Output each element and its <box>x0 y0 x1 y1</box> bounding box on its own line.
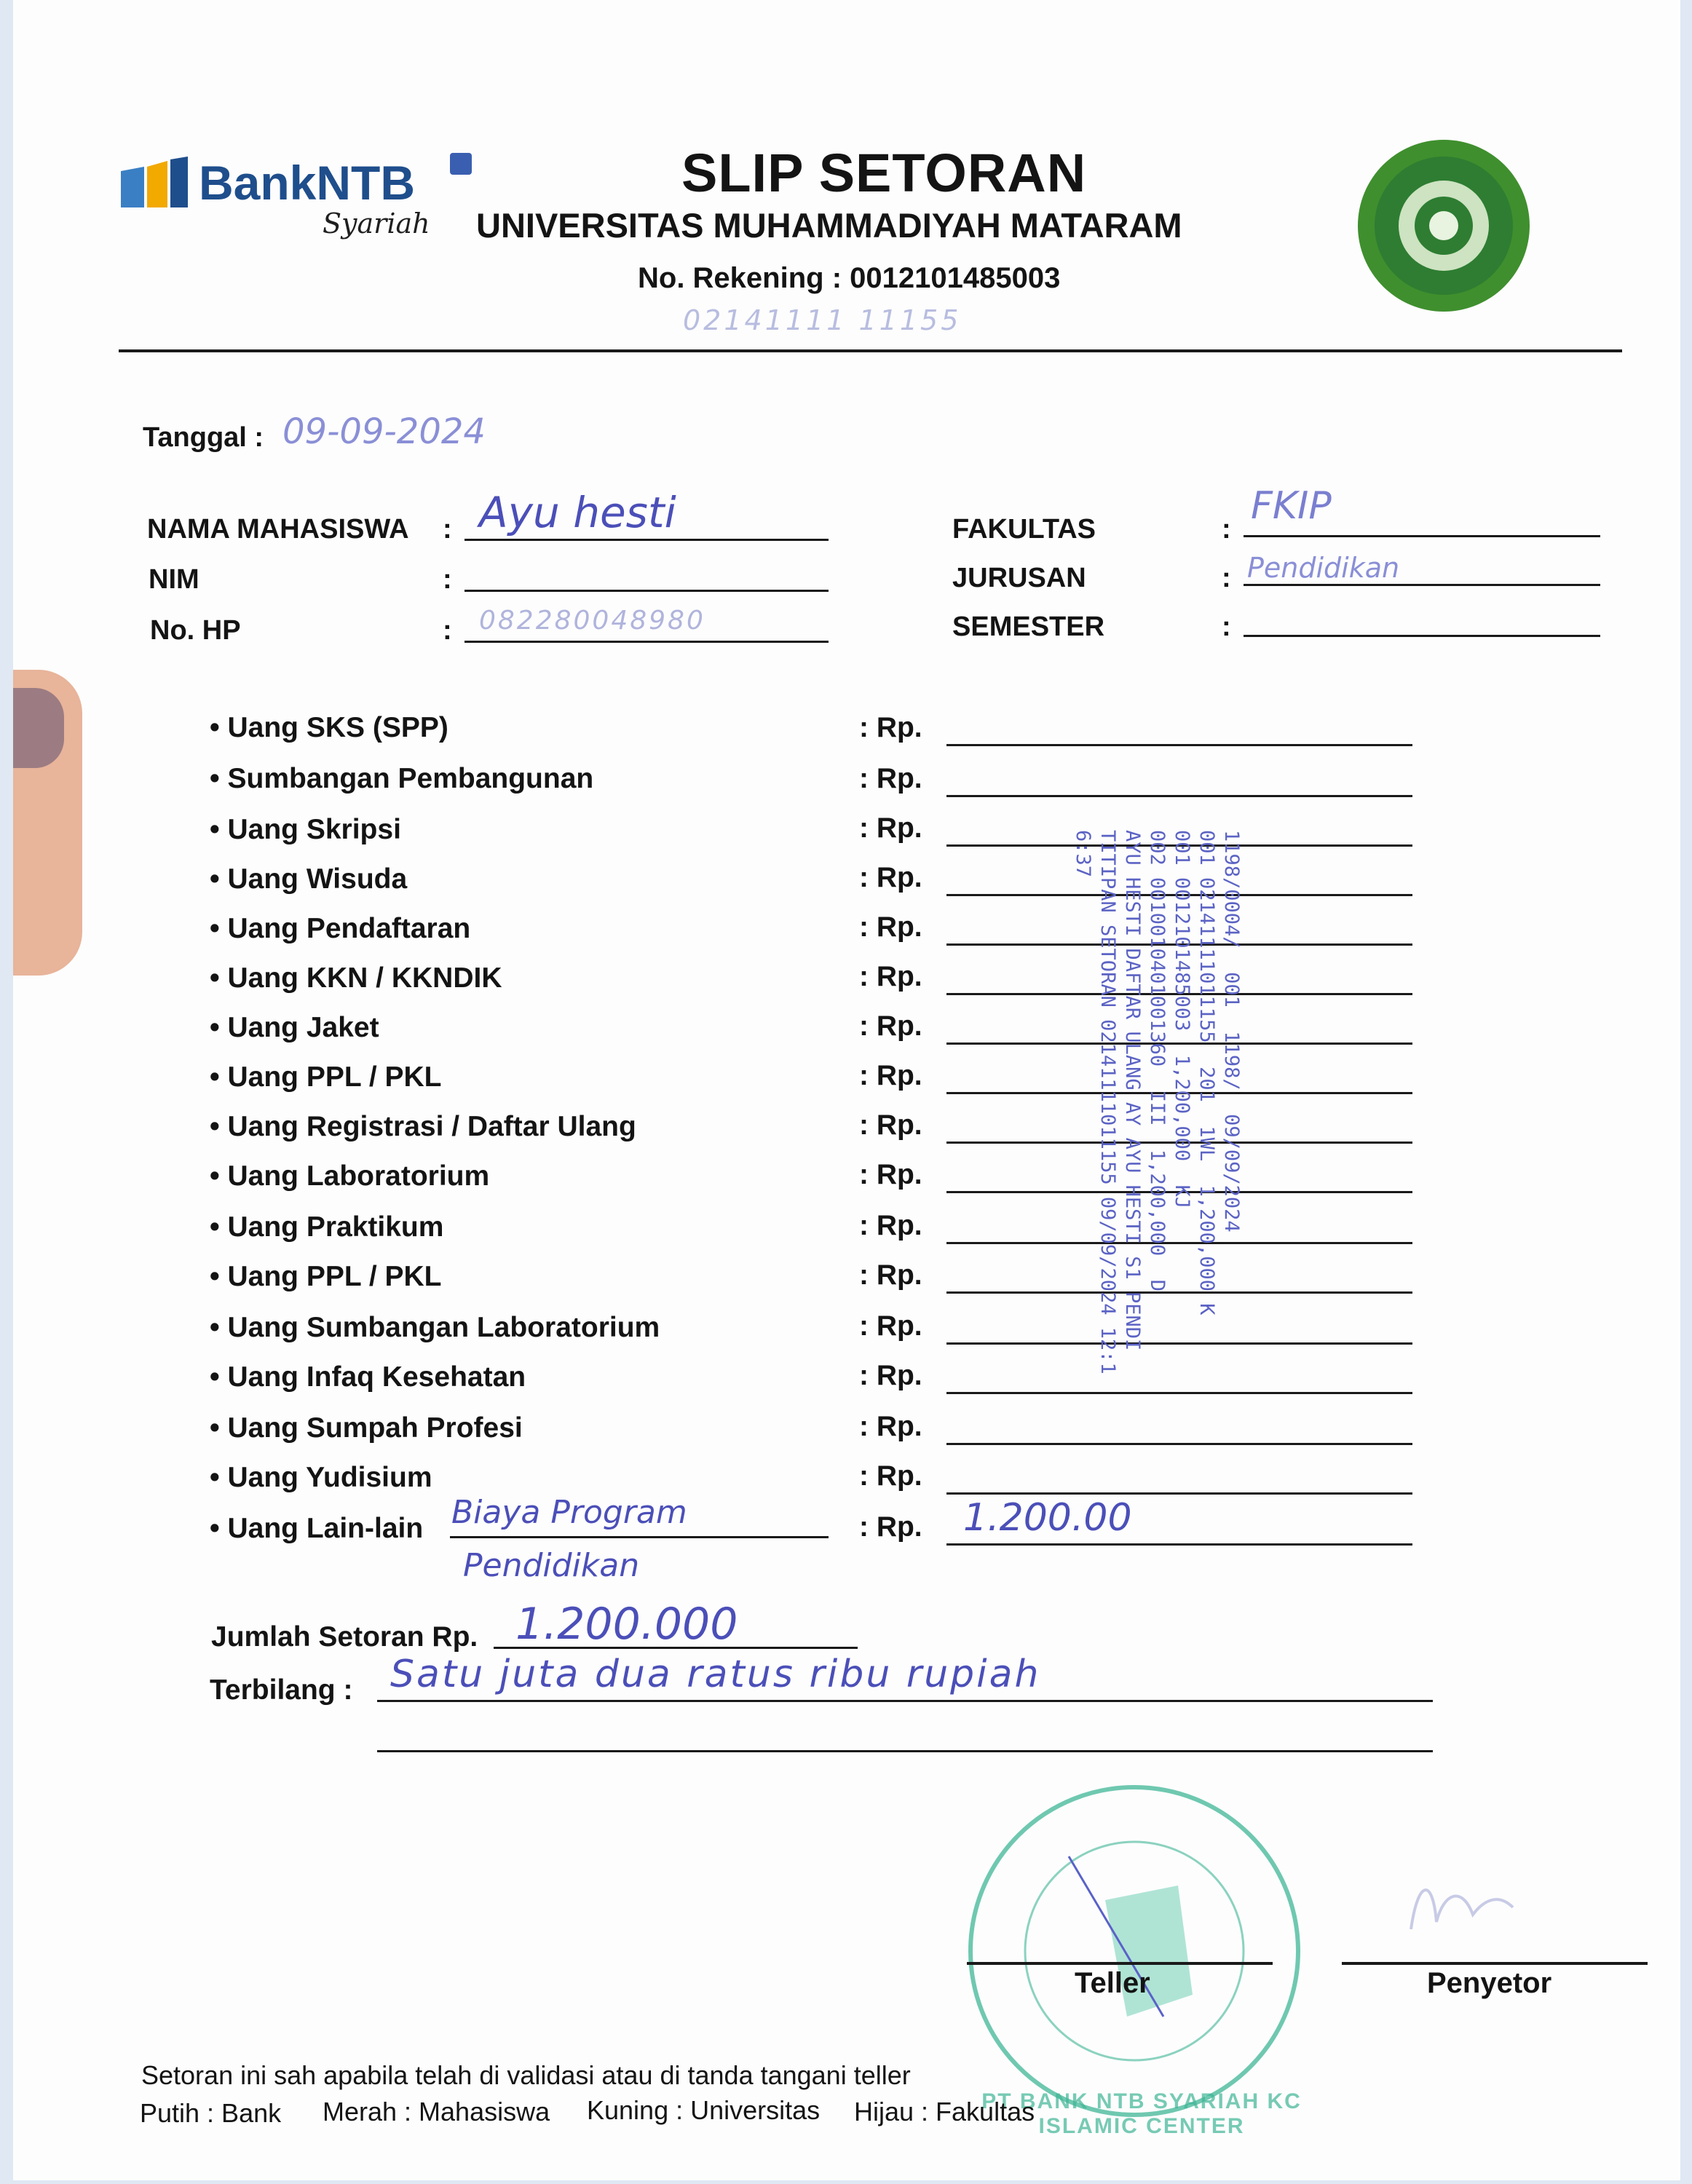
list-item: • Uang SKS (SPP) <box>210 712 448 743</box>
rp-label: : Rp. <box>859 1310 922 1342</box>
account-label: No. Rekening <box>638 262 824 294</box>
print-line: AYU HESTI DAFTAR ULANG AY AYU HESTI S1 PENDI <box>1121 830 1144 1351</box>
item-label: Uang Infaq Kesehatan <box>227 1361 526 1393</box>
list-item: • Uang Yudisium <box>210 1462 432 1493</box>
rp-label: : Rp. <box>859 1210 922 1241</box>
item-label: Uang Lain-lain <box>227 1513 424 1544</box>
rp-label: : Rp. <box>859 1360 922 1391</box>
item-label: Uang Laboratorium <box>227 1160 490 1192</box>
semester-label: SEMESTER <box>952 612 1105 642</box>
print-line: 6:37 <box>1072 830 1094 878</box>
nama-value[interactable]: Ayu hesti <box>479 488 676 537</box>
list-item: • Sumbangan Pembangunan <box>210 763 594 794</box>
rp-label: : Rp. <box>859 1159 922 1190</box>
rp-label: : Rp. <box>859 1511 922 1543</box>
deposit-slip <box>13 0 1680 2180</box>
nama-colon: : <box>443 514 452 545</box>
lain-note-line <box>450 1536 829 1538</box>
nama-label: NAMA MAHASISWA <box>147 514 409 545</box>
stamp-text: PT BANK NTB SYARIAH KC ISLAMIC CENTER <box>981 2089 1302 2138</box>
tanggal-value[interactable]: 09-09-2024 <box>282 411 486 452</box>
terbilang-line-1 <box>377 1700 1433 1702</box>
item-label: Uang Sumbangan Laboratorium <box>227 1312 660 1343</box>
fingernail <box>13 688 64 768</box>
hp-label: No. HP <box>150 615 241 646</box>
footer-note: Setoran ini sah apabila telah di validasi atau di tanda tangani teller <box>141 2060 911 2090</box>
list-item: • Uang Wisuda <box>210 863 408 895</box>
hp-colon: : <box>443 615 452 646</box>
rp-label: : Rp. <box>859 763 922 794</box>
lain-note-1[interactable]: Biaya Program <box>451 1494 687 1531</box>
penyetor-signature <box>1404 1864 1520 1951</box>
list-item: • Uang Registrasi / Daftar Ulang <box>210 1111 636 1142</box>
item-label: Uang Praktikum <box>227 1211 444 1243</box>
amount-line[interactable] <box>946 1492 1412 1495</box>
nim-label: NIM <box>149 564 199 595</box>
fakultas-line <box>1244 535 1600 537</box>
print-line: 002 0010010401001360 III 1,200,000 D <box>1146 830 1169 1291</box>
list-item: • Uang Pendaftaran <box>210 913 471 944</box>
header-rule <box>119 349 1622 352</box>
item-label: Uang Skripsi <box>227 814 401 845</box>
validation-print <box>1070 830 1244 1374</box>
list-item: • Uang Laboratorium <box>210 1160 490 1192</box>
hp-line <box>464 641 829 643</box>
semester-input-line[interactable] <box>1244 635 1600 637</box>
list-item: • Uang PPL / PKL <box>210 1061 442 1093</box>
rp-label: : Rp. <box>859 812 922 844</box>
rp-label: : Rp. <box>859 911 922 943</box>
handwritten-account: 02141111 11155 <box>683 304 962 336</box>
tanggal-label: Tanggal : <box>143 422 264 453</box>
rp-label: : Rp. <box>859 961 922 992</box>
print-line: TITIPAN SETORAN 02141111011155 09/09/2024 12:1 <box>1096 830 1119 1374</box>
list-item: • Uang Praktikum <box>210 1211 444 1243</box>
amount-line[interactable] <box>946 744 1412 746</box>
jurusan-label: JURUSAN <box>952 563 1086 593</box>
list-item: • Uang Skripsi <box>210 814 401 845</box>
list-item: • Uang Jaket <box>210 1012 379 1043</box>
amount-line[interactable] <box>946 1543 1412 1546</box>
total-value[interactable]: 1.200.000 <box>515 1599 738 1650</box>
total-label: Jumlah Setoran Rp. <box>211 1621 478 1653</box>
terbilang-line-2 <box>377 1750 1433 1752</box>
item-label: Uang KKN / KKNDIK <box>227 962 502 994</box>
rp-label: : Rp. <box>859 1109 922 1141</box>
penyetor-label: Penyetor <box>1427 1967 1552 1999</box>
terbilang-value[interactable]: Satu juta dua ratus ribu rupiah <box>390 1653 1041 1696</box>
lain-note-2[interactable]: Pendidikan <box>463 1547 640 1584</box>
footer-merah: Merah : Mahasiswa <box>323 2097 550 2126</box>
footer-hijau: Hijau : Fakultas <box>854 2097 1035 2126</box>
list-item: • Uang Sumbangan Laboratorium <box>210 1312 660 1343</box>
fakultas-value[interactable]: FKIP <box>1251 484 1332 528</box>
list-item: • Uang PPL / PKL <box>210 1261 442 1292</box>
list-item: • Uang Lain-lain <box>210 1513 424 1544</box>
footer-putih: Putih : Bank <box>140 2098 282 2128</box>
bank-sub: Syariah <box>323 207 430 240</box>
hp-value[interactable]: 082280048980 <box>479 606 705 636</box>
item-label: Uang Wisuda <box>227 863 408 895</box>
rp-label: : Rp. <box>859 1259 922 1291</box>
item-label: Uang Pendaftaran <box>227 913 471 944</box>
rp-label: : Rp. <box>859 1411 922 1442</box>
amount-line[interactable] <box>946 1392 1412 1394</box>
university-seal <box>1353 135 1535 320</box>
jurusan-value[interactable]: Pendidikan <box>1247 552 1400 584</box>
teller-sign-line[interactable] <box>967 1962 1273 1965</box>
jurusan-line <box>1244 584 1600 586</box>
total-line <box>494 1647 858 1649</box>
item-label: Uang Jaket <box>227 1012 379 1043</box>
seal-icon <box>1353 135 1535 317</box>
list-item: • Uang Infaq Kesehatan <box>210 1361 526 1393</box>
slip-title: SLIP SETORAN <box>681 143 1087 203</box>
item-label: Uang PPL / PKL <box>227 1061 442 1093</box>
nim-colon: : <box>443 564 452 595</box>
item-label: Uang PPL / PKL <box>227 1261 442 1292</box>
rp-label: : Rp. <box>859 1460 922 1492</box>
print-line: 1198/0004/ 001 1198/ 09/09/2024 <box>1220 830 1243 1233</box>
university-name: UNIVERSITAS MUHAMMADIYAH MATARAM <box>476 206 1182 245</box>
amount-line[interactable] <box>946 795 1412 797</box>
print-line: 001 02141111011155 201 1WL 1,200,000 K <box>1195 830 1218 1315</box>
rp-label: : Rp. <box>859 862 922 893</box>
item-label: Uang Registrasi / Daftar Ulang <box>227 1111 636 1142</box>
account-number: : 0012101485003 <box>831 262 1061 294</box>
item-label: Uang Yudisium <box>227 1462 432 1493</box>
item-label: Uang Sumpah Profesi <box>227 1412 523 1444</box>
penyetor-sign-line[interactable] <box>1342 1962 1648 1965</box>
lain-amount[interactable]: 1.200.00 <box>963 1496 1132 1540</box>
ib-icon <box>450 153 472 175</box>
bank-stamp <box>960 1776 1309 2138</box>
nim-input-line[interactable] <box>464 590 829 592</box>
print-line: 001 0012101485003 1,200,000 KJ <box>1171 830 1193 1209</box>
bank-name: BankNTB <box>199 156 416 210</box>
item-label: Sumbangan Pembangunan <box>227 763 594 794</box>
footer-kuning: Kuning : Universitas <box>587 2095 821 2125</box>
terbilang-label: Terbilang : <box>210 1674 353 1706</box>
rp-label: : Rp. <box>859 1060 922 1091</box>
fakultas-label: FAKULTAS <box>952 514 1096 545</box>
bank-logo <box>115 149 494 251</box>
semester-colon: : <box>1222 612 1231 642</box>
bank-logo-icon <box>115 157 195 215</box>
nama-line <box>464 539 829 541</box>
amount-line[interactable] <box>946 1443 1412 1445</box>
jurusan-colon: : <box>1222 563 1231 593</box>
teller-label: Teller <box>1075 1967 1150 1999</box>
item-label: Uang SKS (SPP) <box>227 712 448 743</box>
fakultas-colon: : <box>1222 514 1231 545</box>
list-item: • Uang Sumpah Profesi <box>210 1412 523 1444</box>
stamp-icon <box>960 1776 1309 2126</box>
account-row <box>638 262 1060 295</box>
rp-label: : Rp. <box>859 712 922 743</box>
rp-label: : Rp. <box>859 1010 922 1042</box>
list-item: • Uang KKN / KKNDIK <box>210 962 502 994</box>
